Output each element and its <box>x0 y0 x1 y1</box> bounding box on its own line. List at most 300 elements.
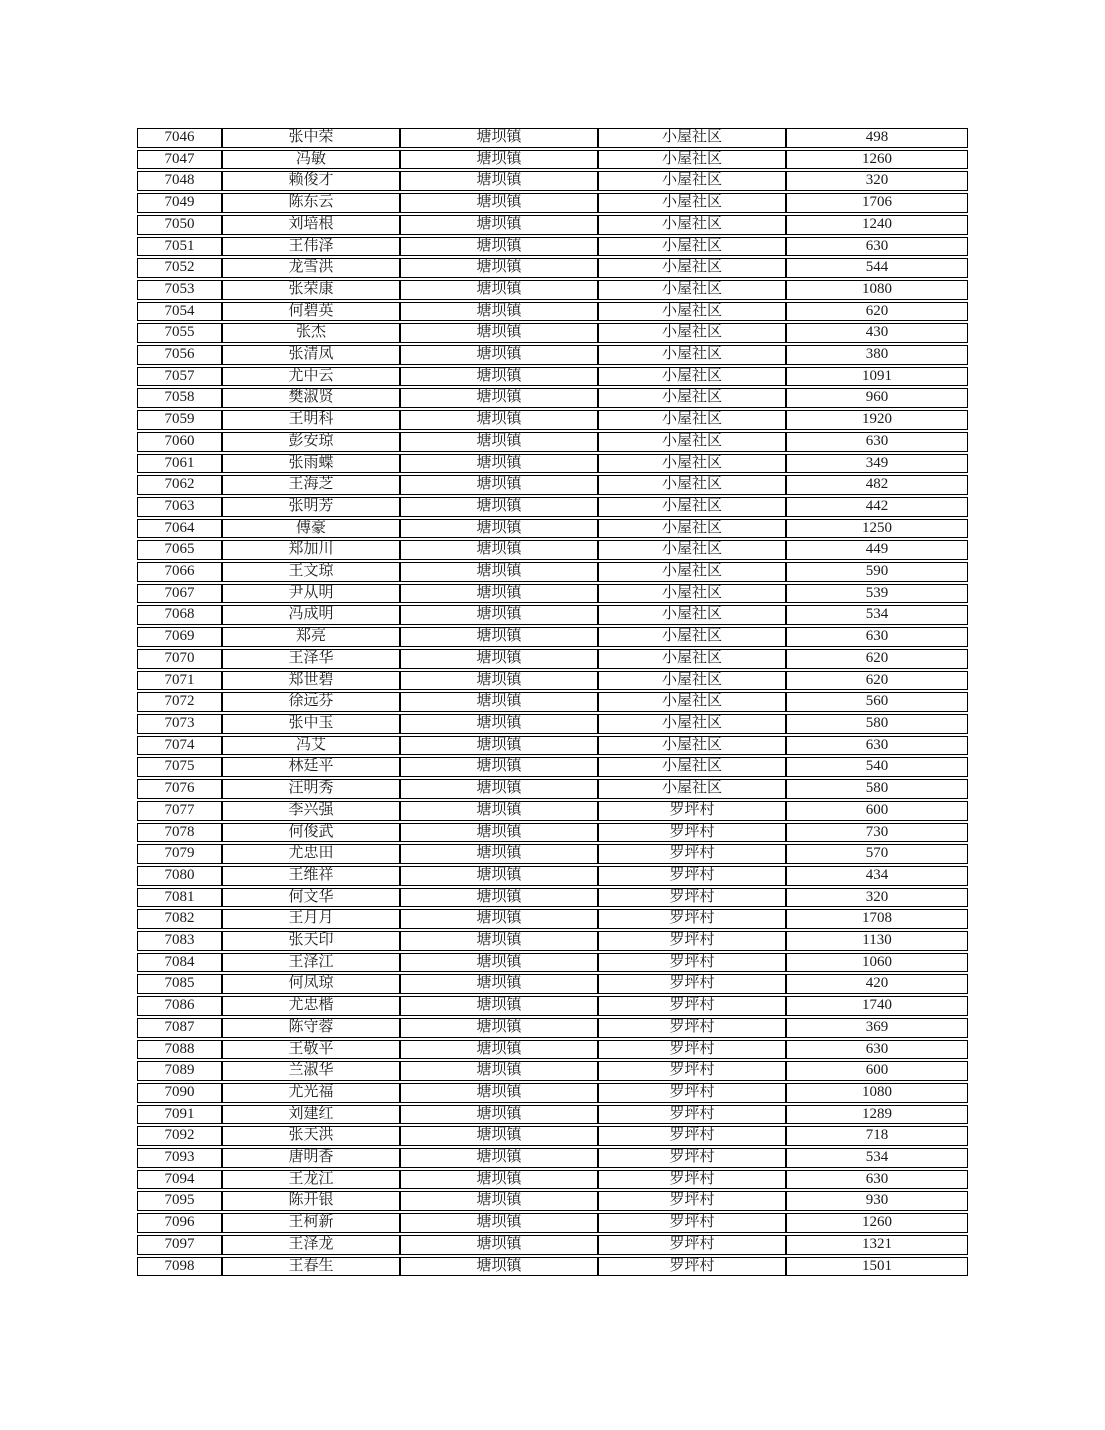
cell-amount: 630 <box>786 237 968 257</box>
cell-amount: 590 <box>786 562 968 582</box>
cell-id: 7095 <box>137 1191 222 1211</box>
cell-town: 塘坝镇 <box>400 801 598 821</box>
cell-id: 7094 <box>137 1170 222 1190</box>
cell-community: 罗坪村 <box>598 823 786 843</box>
cell-town: 塘坝镇 <box>400 1040 598 1060</box>
cell-community: 小屋社区 <box>598 605 786 625</box>
cell-town: 塘坝镇 <box>400 215 598 235</box>
cell-id: 7091 <box>137 1105 222 1125</box>
cell-name: 樊淑贤 <box>222 388 400 408</box>
table-row <box>137 931 968 951</box>
cell-town: 塘坝镇 <box>400 388 598 408</box>
cell-amount: 1080 <box>786 280 968 300</box>
table-row <box>137 888 968 908</box>
cell-id: 7086 <box>137 996 222 1016</box>
cell-id: 7079 <box>137 844 222 864</box>
cell-id: 7068 <box>137 605 222 625</box>
table-row <box>137 1040 968 1060</box>
cell-town: 塘坝镇 <box>400 974 598 994</box>
table-row <box>137 1213 968 1233</box>
table-row <box>137 714 968 734</box>
cell-id: 7070 <box>137 649 222 669</box>
cell-amount: 420 <box>786 974 968 994</box>
cell-name: 徐远芬 <box>222 692 400 712</box>
cell-amount: 1080 <box>786 1083 968 1103</box>
cell-town: 塘坝镇 <box>400 1235 598 1255</box>
cell-community: 小屋社区 <box>598 779 786 799</box>
cell-name: 傅豪 <box>222 519 400 539</box>
cell-town: 塘坝镇 <box>400 1126 598 1146</box>
cell-community: 罗坪村 <box>598 844 786 864</box>
cell-town: 塘坝镇 <box>400 519 598 539</box>
cell-community: 小屋社区 <box>598 714 786 734</box>
cell-name: 王敬平 <box>222 1040 400 1060</box>
table-row <box>137 779 968 799</box>
cell-town: 塘坝镇 <box>400 1061 598 1081</box>
cell-name: 何文华 <box>222 888 400 908</box>
cell-id: 7060 <box>137 432 222 452</box>
cell-id: 7063 <box>137 497 222 517</box>
cell-community: 小屋社区 <box>598 584 786 604</box>
table-row <box>137 150 968 170</box>
table-row <box>137 866 968 886</box>
cell-community: 小屋社区 <box>598 215 786 235</box>
cell-amount: 620 <box>786 649 968 669</box>
cell-id: 7051 <box>137 237 222 257</box>
cell-amount: 1706 <box>786 193 968 213</box>
table-row <box>137 258 968 278</box>
cell-id: 7052 <box>137 258 222 278</box>
table-row <box>137 519 968 539</box>
cell-community: 小屋社区 <box>598 150 786 170</box>
cell-id: 7054 <box>137 302 222 322</box>
cell-id: 7082 <box>137 909 222 929</box>
cell-amount: 482 <box>786 475 968 495</box>
cell-community: 罗坪村 <box>598 931 786 951</box>
cell-name: 张杰 <box>222 323 400 343</box>
table-row <box>137 671 968 691</box>
cell-community: 罗坪村 <box>598 1213 786 1233</box>
cell-amount: 449 <box>786 540 968 560</box>
cell-name: 林廷平 <box>222 757 400 777</box>
cell-community: 小屋社区 <box>598 671 786 691</box>
cell-community: 罗坪村 <box>598 1257 786 1277</box>
cell-name: 尤光福 <box>222 1083 400 1103</box>
cell-community: 罗坪村 <box>598 888 786 908</box>
table-row <box>137 475 968 495</box>
cell-amount: 1130 <box>786 931 968 951</box>
table-row <box>137 974 968 994</box>
cell-id: 7074 <box>137 736 222 756</box>
table-row <box>137 1083 968 1103</box>
cell-name: 张明芳 <box>222 497 400 517</box>
cell-id: 7092 <box>137 1126 222 1146</box>
cell-id: 7049 <box>137 193 222 213</box>
cell-name: 冯敏 <box>222 150 400 170</box>
table-row <box>137 1148 968 1168</box>
cell-community: 罗坪村 <box>598 1105 786 1125</box>
cell-id: 7065 <box>137 540 222 560</box>
cell-amount: 600 <box>786 1061 968 1081</box>
cell-amount: 1060 <box>786 953 968 973</box>
cell-community: 小屋社区 <box>598 258 786 278</box>
cell-community: 罗坪村 <box>598 1040 786 1060</box>
table-row <box>137 215 968 235</box>
cell-amount: 1920 <box>786 410 968 430</box>
cell-id: 7072 <box>137 692 222 712</box>
cell-community: 罗坪村 <box>598 1170 786 1190</box>
cell-id: 7080 <box>137 866 222 886</box>
cell-name: 李兴强 <box>222 801 400 821</box>
table-row <box>137 757 968 777</box>
cell-id: 7085 <box>137 974 222 994</box>
cell-town: 塘坝镇 <box>400 866 598 886</box>
cell-name: 张荣康 <box>222 280 400 300</box>
cell-community: 小屋社区 <box>598 280 786 300</box>
cell-amount: 600 <box>786 801 968 821</box>
cell-name: 王月月 <box>222 909 400 929</box>
cell-amount: 630 <box>786 1170 968 1190</box>
cell-name: 赖俊才 <box>222 171 400 191</box>
cell-name: 王龙江 <box>222 1170 400 1190</box>
cell-amount: 1321 <box>786 1235 968 1255</box>
cell-name: 尤忠田 <box>222 844 400 864</box>
cell-name: 郑世碧 <box>222 671 400 691</box>
cell-id: 7097 <box>137 1235 222 1255</box>
cell-amount: 1289 <box>786 1105 968 1125</box>
cell-town: 塘坝镇 <box>400 692 598 712</box>
cell-town: 塘坝镇 <box>400 432 598 452</box>
cell-name: 刘建红 <box>222 1105 400 1125</box>
table-row <box>137 128 968 148</box>
table-row <box>137 388 968 408</box>
cell-town: 塘坝镇 <box>400 909 598 929</box>
cell-id: 7057 <box>137 367 222 387</box>
cell-community: 小屋社区 <box>598 649 786 669</box>
table-row <box>137 1235 968 1255</box>
cell-name: 张雨蝶 <box>222 454 400 474</box>
cell-id: 7075 <box>137 757 222 777</box>
table-row <box>137 410 968 430</box>
cell-community: 小屋社区 <box>598 736 786 756</box>
table-row <box>137 823 968 843</box>
cell-amount: 430 <box>786 323 968 343</box>
cell-id: 7096 <box>137 1213 222 1233</box>
cell-town: 塘坝镇 <box>400 302 598 322</box>
cell-community: 罗坪村 <box>598 996 786 1016</box>
cell-town: 塘坝镇 <box>400 540 598 560</box>
cell-town: 塘坝镇 <box>400 844 598 864</box>
cell-id: 7047 <box>137 150 222 170</box>
table-row <box>137 605 968 625</box>
cell-town: 塘坝镇 <box>400 888 598 908</box>
cell-name: 汪明秀 <box>222 779 400 799</box>
cell-name: 王文琼 <box>222 562 400 582</box>
cell-amount: 442 <box>786 497 968 517</box>
table-row <box>137 432 968 452</box>
cell-community: 小屋社区 <box>598 367 786 387</box>
table-row <box>137 193 968 213</box>
table-row <box>137 801 968 821</box>
cell-community: 罗坪村 <box>598 1083 786 1103</box>
cell-amount: 534 <box>786 1148 968 1168</box>
cell-community: 小屋社区 <box>598 475 786 495</box>
table-row <box>137 497 968 517</box>
records-tbody <box>137 128 968 1276</box>
cell-community: 罗坪村 <box>598 1018 786 1038</box>
cell-amount: 930 <box>786 1191 968 1211</box>
cell-id: 7078 <box>137 823 222 843</box>
cell-id: 7048 <box>137 171 222 191</box>
cell-town: 塘坝镇 <box>400 823 598 843</box>
cell-name: 郑加川 <box>222 540 400 560</box>
cell-community: 小屋社区 <box>598 193 786 213</box>
cell-id: 7083 <box>137 931 222 951</box>
cell-amount: 1091 <box>786 367 968 387</box>
cell-name: 张天洪 <box>222 1126 400 1146</box>
cell-id: 7056 <box>137 345 222 365</box>
cell-name: 王维祥 <box>222 866 400 886</box>
cell-town: 塘坝镇 <box>400 367 598 387</box>
cell-community: 小屋社区 <box>598 540 786 560</box>
cell-name: 冯成明 <box>222 605 400 625</box>
table-row <box>137 584 968 604</box>
cell-town: 塘坝镇 <box>400 757 598 777</box>
cell-town: 塘坝镇 <box>400 497 598 517</box>
cell-amount: 369 <box>786 1018 968 1038</box>
table-row <box>137 454 968 474</box>
cell-town: 塘坝镇 <box>400 454 598 474</box>
cell-community: 小屋社区 <box>598 497 786 517</box>
cell-amount: 1708 <box>786 909 968 929</box>
cell-town: 塘坝镇 <box>400 671 598 691</box>
cell-community: 罗坪村 <box>598 974 786 994</box>
table-row <box>137 540 968 560</box>
cell-amount: 730 <box>786 823 968 843</box>
cell-name: 王泽华 <box>222 649 400 669</box>
table-row <box>137 323 968 343</box>
table-row <box>137 237 968 257</box>
cell-amount: 1260 <box>786 150 968 170</box>
table-row <box>137 692 968 712</box>
table-row <box>137 1170 968 1190</box>
cell-name: 兰淑华 <box>222 1061 400 1081</box>
table-row <box>137 280 968 300</box>
cell-name: 张中荣 <box>222 128 400 148</box>
cell-town: 塘坝镇 <box>400 1191 598 1211</box>
cell-name: 王泽龙 <box>222 1235 400 1255</box>
cell-town: 塘坝镇 <box>400 1083 598 1103</box>
cell-amount: 718 <box>786 1126 968 1146</box>
cell-amount: 1501 <box>786 1257 968 1277</box>
cell-id: 7061 <box>137 454 222 474</box>
table-row <box>137 996 968 1016</box>
cell-amount: 534 <box>786 605 968 625</box>
cell-amount: 570 <box>786 844 968 864</box>
cell-community: 罗坪村 <box>598 801 786 821</box>
cell-community: 小屋社区 <box>598 128 786 148</box>
cell-town: 塘坝镇 <box>400 1105 598 1125</box>
table-row <box>137 953 968 973</box>
cell-name: 陈东云 <box>222 193 400 213</box>
cell-town: 塘坝镇 <box>400 931 598 951</box>
cell-name: 冯艾 <box>222 736 400 756</box>
cell-community: 罗坪村 <box>598 1148 786 1168</box>
cell-town: 塘坝镇 <box>400 475 598 495</box>
table-row <box>137 844 968 864</box>
cell-id: 7053 <box>137 280 222 300</box>
cell-amount: 620 <box>786 671 968 691</box>
cell-community: 小屋社区 <box>598 757 786 777</box>
cell-community: 小屋社区 <box>598 692 786 712</box>
table-row <box>137 909 968 929</box>
cell-amount: 580 <box>786 714 968 734</box>
cell-town: 塘坝镇 <box>400 562 598 582</box>
cell-town: 塘坝镇 <box>400 736 598 756</box>
cell-name: 尹从明 <box>222 584 400 604</box>
cell-name: 王明科 <box>222 410 400 430</box>
cell-id: 7090 <box>137 1083 222 1103</box>
cell-name: 张清凤 <box>222 345 400 365</box>
cell-amount: 560 <box>786 692 968 712</box>
cell-town: 塘坝镇 <box>400 1018 598 1038</box>
cell-id: 7046 <box>137 128 222 148</box>
cell-id: 7067 <box>137 584 222 604</box>
table-row <box>137 345 968 365</box>
cell-amount: 1250 <box>786 519 968 539</box>
cell-community: 罗坪村 <box>598 909 786 929</box>
cell-community: 小屋社区 <box>598 410 786 430</box>
cell-id: 7064 <box>137 519 222 539</box>
cell-community: 小屋社区 <box>598 323 786 343</box>
cell-community: 小屋社区 <box>598 562 786 582</box>
cell-community: 小屋社区 <box>598 171 786 191</box>
cell-town: 塘坝镇 <box>400 605 598 625</box>
cell-name: 张中玉 <box>222 714 400 734</box>
cell-amount: 320 <box>786 888 968 908</box>
table-row <box>137 736 968 756</box>
cell-id: 7069 <box>137 627 222 647</box>
table-row <box>137 171 968 191</box>
cell-amount: 630 <box>786 432 968 452</box>
cell-town: 塘坝镇 <box>400 128 598 148</box>
cell-town: 塘坝镇 <box>400 410 598 430</box>
cell-name: 张天印 <box>222 931 400 951</box>
cell-community: 小屋社区 <box>598 302 786 322</box>
cell-town: 塘坝镇 <box>400 649 598 669</box>
cell-id: 7087 <box>137 1018 222 1038</box>
cell-id: 7076 <box>137 779 222 799</box>
cell-community: 罗坪村 <box>598 1235 786 1255</box>
cell-amount: 630 <box>786 1040 968 1060</box>
cell-community: 小屋社区 <box>598 519 786 539</box>
cell-name: 陈开银 <box>222 1191 400 1211</box>
table-row <box>137 1105 968 1125</box>
cell-id: 7088 <box>137 1040 222 1060</box>
cell-name: 何俊武 <box>222 823 400 843</box>
cell-community: 罗坪村 <box>598 1191 786 1211</box>
cell-town: 塘坝镇 <box>400 1170 598 1190</box>
cell-amount: 540 <box>786 757 968 777</box>
cell-amount: 630 <box>786 736 968 756</box>
cell-community: 小屋社区 <box>598 627 786 647</box>
cell-name: 何碧英 <box>222 302 400 322</box>
cell-id: 7071 <box>137 671 222 691</box>
table-row <box>137 1191 968 1211</box>
cell-community: 小屋社区 <box>598 345 786 365</box>
cell-community: 小屋社区 <box>598 237 786 257</box>
cell-town: 塘坝镇 <box>400 258 598 278</box>
cell-town: 塘坝镇 <box>400 1148 598 1168</box>
cell-id: 7058 <box>137 388 222 408</box>
cell-id: 7093 <box>137 1148 222 1168</box>
table-row <box>137 627 968 647</box>
cell-community: 罗坪村 <box>598 953 786 973</box>
cell-town: 塘坝镇 <box>400 996 598 1016</box>
cell-name: 王春生 <box>222 1257 400 1277</box>
cell-name: 尤中云 <box>222 367 400 387</box>
cell-id: 7062 <box>137 475 222 495</box>
table-row <box>137 649 968 669</box>
cell-town: 塘坝镇 <box>400 1213 598 1233</box>
cell-town: 塘坝镇 <box>400 171 598 191</box>
cell-amount: 539 <box>786 584 968 604</box>
cell-name: 王柯新 <box>222 1213 400 1233</box>
cell-town: 塘坝镇 <box>400 280 598 300</box>
cell-amount: 1240 <box>786 215 968 235</box>
cell-id: 7050 <box>137 215 222 235</box>
cell-town: 塘坝镇 <box>400 150 598 170</box>
cell-name: 王泽江 <box>222 953 400 973</box>
cell-id: 7089 <box>137 1061 222 1081</box>
cell-community: 罗坪村 <box>598 1061 786 1081</box>
cell-name: 尤忠楷 <box>222 996 400 1016</box>
cell-id: 7081 <box>137 888 222 908</box>
cell-name: 龙雪洪 <box>222 258 400 278</box>
cell-amount: 320 <box>786 171 968 191</box>
cell-town: 塘坝镇 <box>400 779 598 799</box>
cell-amount: 1740 <box>786 996 968 1016</box>
cell-name: 郑亮 <box>222 627 400 647</box>
cell-town: 塘坝镇 <box>400 584 598 604</box>
table-row <box>137 302 968 322</box>
cell-town: 塘坝镇 <box>400 193 598 213</box>
cell-town: 塘坝镇 <box>400 627 598 647</box>
cell-town: 塘坝镇 <box>400 1257 598 1277</box>
cell-town: 塘坝镇 <box>400 237 598 257</box>
table-row <box>137 1257 968 1277</box>
cell-amount: 498 <box>786 128 968 148</box>
cell-community: 罗坪村 <box>598 866 786 886</box>
cell-name: 陈守蓉 <box>222 1018 400 1038</box>
cell-name: 王伟泽 <box>222 237 400 257</box>
cell-amount: 620 <box>786 302 968 322</box>
cell-amount: 349 <box>786 454 968 474</box>
cell-town: 塘坝镇 <box>400 953 598 973</box>
table-row <box>137 367 968 387</box>
cell-community: 小屋社区 <box>598 388 786 408</box>
cell-id: 7077 <box>137 801 222 821</box>
cell-id: 7066 <box>137 562 222 582</box>
cell-community: 小屋社区 <box>598 432 786 452</box>
cell-name: 王海芝 <box>222 475 400 495</box>
cell-name: 彭安琼 <box>222 432 400 452</box>
records-table <box>137 126 968 1278</box>
cell-amount: 630 <box>786 627 968 647</box>
cell-amount: 580 <box>786 779 968 799</box>
cell-town: 塘坝镇 <box>400 323 598 343</box>
cell-amount: 1260 <box>786 1213 968 1233</box>
